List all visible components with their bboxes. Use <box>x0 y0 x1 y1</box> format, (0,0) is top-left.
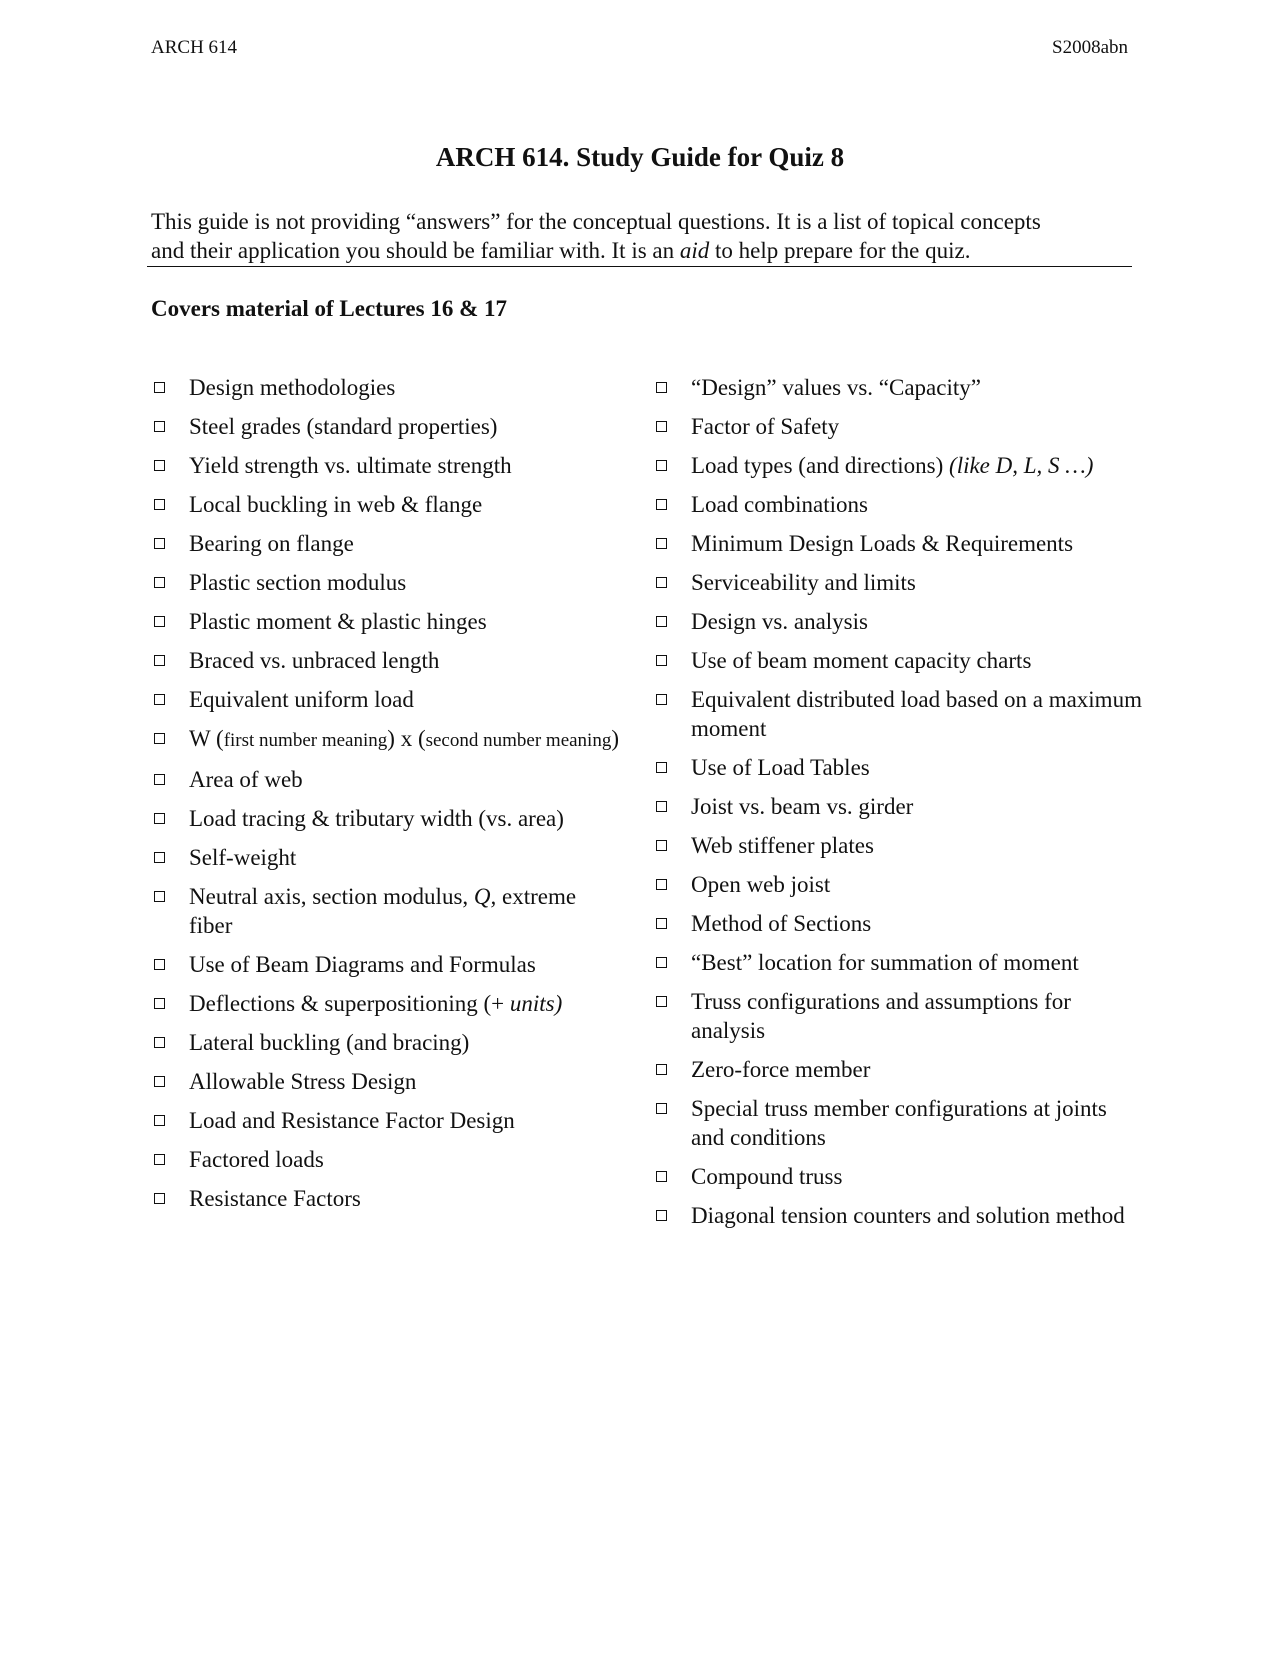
page-title: ARCH 614. Study Guide for Quiz 8 <box>435 142 845 172</box>
checkbox-icon[interactable] <box>154 1037 165 1048</box>
item-label: Truss configurations and assumptions for analysis <box>691 989 1071 1043</box>
item-label: Resistance Factors <box>189 1186 361 1211</box>
list-item <box>152 765 622 794</box>
item-label: Serviceability and limits <box>691 570 916 595</box>
checkbox-icon[interactable] <box>656 996 667 1007</box>
list-item <box>152 843 622 872</box>
item-label-italic: (like D, L, S …) <box>949 453 1094 478</box>
item-label: Area of web <box>189 767 303 792</box>
topic-list-left <box>152 373 622 1223</box>
checkbox-icon[interactable] <box>154 959 165 970</box>
item-label-italic: Q, <box>473 884 497 909</box>
list-item <box>152 607 622 636</box>
item-label: Equivalent distributed load based on a maximum moment <box>691 687 1142 741</box>
list-item <box>152 1067 622 1096</box>
checkbox-icon[interactable] <box>154 421 165 432</box>
item-label: Allowable Stress Design <box>189 1069 417 1094</box>
item-label: Plastic moment & plastic hinges <box>189 609 487 634</box>
intro-line-2-start: and their application you should be familiar with. It is an <box>151 238 680 263</box>
item-label: Braced vs. unbraced length <box>189 648 440 673</box>
item-label: Factored loads <box>189 1147 324 1172</box>
list-item <box>654 909 1144 938</box>
list-item <box>654 870 1144 899</box>
item-label: Diagonal tension counters and solution method <box>691 1203 1125 1228</box>
checkbox-icon[interactable] <box>656 616 667 627</box>
intro-line-2 <box>151 236 1136 265</box>
checkbox-icon[interactable] <box>656 918 667 929</box>
item-label <box>189 726 619 751</box>
list-item <box>654 1055 1144 1084</box>
item-label: Method of Sections <box>691 911 872 936</box>
checkbox-icon[interactable] <box>154 577 165 588</box>
item-label-part: W ( <box>189 726 224 751</box>
list-item <box>654 529 1144 558</box>
list-item <box>654 685 1144 743</box>
list-item <box>152 373 622 402</box>
checkbox-icon[interactable] <box>154 382 165 393</box>
item-label: Local buckling in web & flange <box>189 492 483 517</box>
item-label: “Design” values vs. “Capacity” <box>691 375 981 400</box>
item-label-part: extreme fiber <box>189 884 577 938</box>
item-label: Plastic section modulus <box>189 570 407 595</box>
intro-line-1: This guide is not providing “answers” for the conceptual questions. It is a list of topical concepts <box>151 209 1041 234</box>
topic-list-right <box>654 373 1144 1240</box>
intro-paragraph <box>151 207 1136 265</box>
item-label-part: Deflections & superpositioning (+ <box>189 991 510 1016</box>
item-label: Load combinations <box>691 492 868 517</box>
list-item <box>152 568 622 597</box>
item-label: Load tracing & tributary width (vs. area) <box>189 806 564 831</box>
item-label: Lateral buckling (and bracing) <box>189 1030 470 1055</box>
item-label: Compound truss <box>691 1164 843 1189</box>
checkbox-icon[interactable] <box>656 655 667 666</box>
item-label: Joist vs. beam vs. girder <box>691 794 914 819</box>
checkbox-icon[interactable] <box>154 616 165 627</box>
list-item <box>152 1145 622 1174</box>
list-item <box>152 1028 622 1057</box>
semester-header: S2008abn <box>1052 37 1128 58</box>
item-label-part: Load types (and directions) <box>691 453 950 478</box>
list-item <box>152 989 622 1018</box>
item-label <box>189 991 562 1016</box>
checkbox-icon[interactable] <box>154 891 165 902</box>
list-item <box>654 1162 1144 1191</box>
list-item <box>654 1094 1144 1152</box>
item-label: Design vs. analysis <box>691 609 868 634</box>
list-item <box>152 724 622 755</box>
checkbox-icon[interactable] <box>656 382 667 393</box>
checkbox-icon[interactable] <box>154 499 165 510</box>
list-item <box>152 882 622 940</box>
list-item <box>152 451 622 480</box>
item-label: Special truss member configurations at joints and conditions <box>691 1096 1107 1150</box>
checkbox-icon[interactable] <box>656 577 667 588</box>
item-label <box>691 453 1093 478</box>
list-item <box>654 1201 1144 1230</box>
item-label: Steel grades (standard properties) <box>189 414 498 439</box>
list-item <box>654 568 1144 597</box>
checkbox-icon[interactable] <box>154 655 165 666</box>
divider-line <box>147 266 1132 267</box>
checkbox-icon[interactable] <box>656 460 667 471</box>
item-label: Web stiffener plates <box>691 833 874 858</box>
checkbox-icon[interactable] <box>154 813 165 824</box>
item-label: Use of Load Tables <box>691 755 870 780</box>
list-item <box>654 451 1144 480</box>
list-item <box>654 753 1144 782</box>
checkbox-icon[interactable] <box>154 1115 165 1126</box>
checkbox-icon[interactable] <box>656 801 667 812</box>
checkbox-icon[interactable] <box>656 762 667 773</box>
item-label: “Best” location for summation of moment <box>691 950 1079 975</box>
checkbox-icon[interactable] <box>154 460 165 471</box>
covers-heading: Covers material of Lectures 16 & 17 <box>151 296 507 321</box>
list-item <box>152 950 622 979</box>
checkbox-icon[interactable] <box>656 1210 667 1221</box>
item-label: Factor of Safety <box>691 414 840 439</box>
list-item <box>152 685 622 714</box>
list-item <box>654 831 1144 860</box>
checkbox-icon[interactable] <box>154 733 165 744</box>
item-label-part: ) <box>611 726 620 751</box>
checkbox-icon[interactable] <box>656 499 667 510</box>
list-item <box>654 646 1144 675</box>
checkbox-icon[interactable] <box>154 774 165 785</box>
item-label: Load and Resistance Factor Design <box>189 1108 515 1133</box>
item-label: Design methodologies <box>189 375 396 400</box>
item-label-small: first number meaning <box>223 730 388 751</box>
item-label-part: ) x ( <box>387 726 426 751</box>
item-label-italic: units) <box>509 991 563 1016</box>
list-item <box>654 373 1144 402</box>
item-label-small: second number meaning <box>425 730 612 751</box>
checkbox-icon[interactable] <box>154 1154 165 1165</box>
list-item <box>654 490 1144 519</box>
checkbox-icon[interactable] <box>154 852 165 863</box>
checkbox-icon[interactable] <box>154 1193 165 1204</box>
list-item <box>654 607 1144 636</box>
item-label: Open web joist <box>691 872 831 897</box>
list-item <box>152 529 622 558</box>
course-header: ARCH 614 <box>151 37 238 58</box>
item-label: Zero-force member <box>691 1057 871 1082</box>
checkbox-icon[interactable] <box>656 840 667 851</box>
checkbox-icon[interactable] <box>154 998 165 1009</box>
checkbox-icon[interactable] <box>656 1171 667 1182</box>
list-item <box>152 490 622 519</box>
checkbox-icon[interactable] <box>656 1103 667 1114</box>
list-item <box>152 1184 622 1213</box>
list-item <box>152 804 622 833</box>
item-label: Equivalent uniform load <box>189 687 414 712</box>
item-label: Yield strength vs. ultimate strength <box>189 453 512 478</box>
item-label: Bearing on flange <box>189 531 354 556</box>
intro-emphasis: aid <box>679 238 710 263</box>
checkbox-icon[interactable] <box>154 694 165 705</box>
list-item <box>152 412 622 441</box>
checkbox-icon[interactable] <box>656 538 667 549</box>
item-label: Use of Beam Diagrams and Formulas <box>189 952 536 977</box>
item-label-part: Neutral axis, section modulus, <box>189 884 474 909</box>
list-item <box>152 646 622 675</box>
list-item <box>654 412 1144 441</box>
list-item <box>152 1106 622 1135</box>
item-label <box>189 884 576 938</box>
intro-line-2-end: to help prepare for the quiz. <box>709 238 971 263</box>
checkbox-icon[interactable] <box>656 879 667 890</box>
checkbox-icon[interactable] <box>656 694 667 705</box>
item-label: Minimum Design Loads & Requirements <box>691 531 1074 556</box>
checkbox-icon[interactable] <box>154 538 165 549</box>
item-label: Self-weight <box>189 845 297 870</box>
checkbox-icon[interactable] <box>656 957 667 968</box>
list-item <box>654 948 1144 977</box>
list-item <box>654 792 1144 821</box>
checkbox-icon[interactable] <box>154 1076 165 1087</box>
checkbox-icon[interactable] <box>656 1064 667 1075</box>
item-label: Use of beam moment capacity charts <box>691 648 1032 673</box>
list-item <box>654 987 1144 1045</box>
checkbox-icon[interactable] <box>656 421 667 432</box>
